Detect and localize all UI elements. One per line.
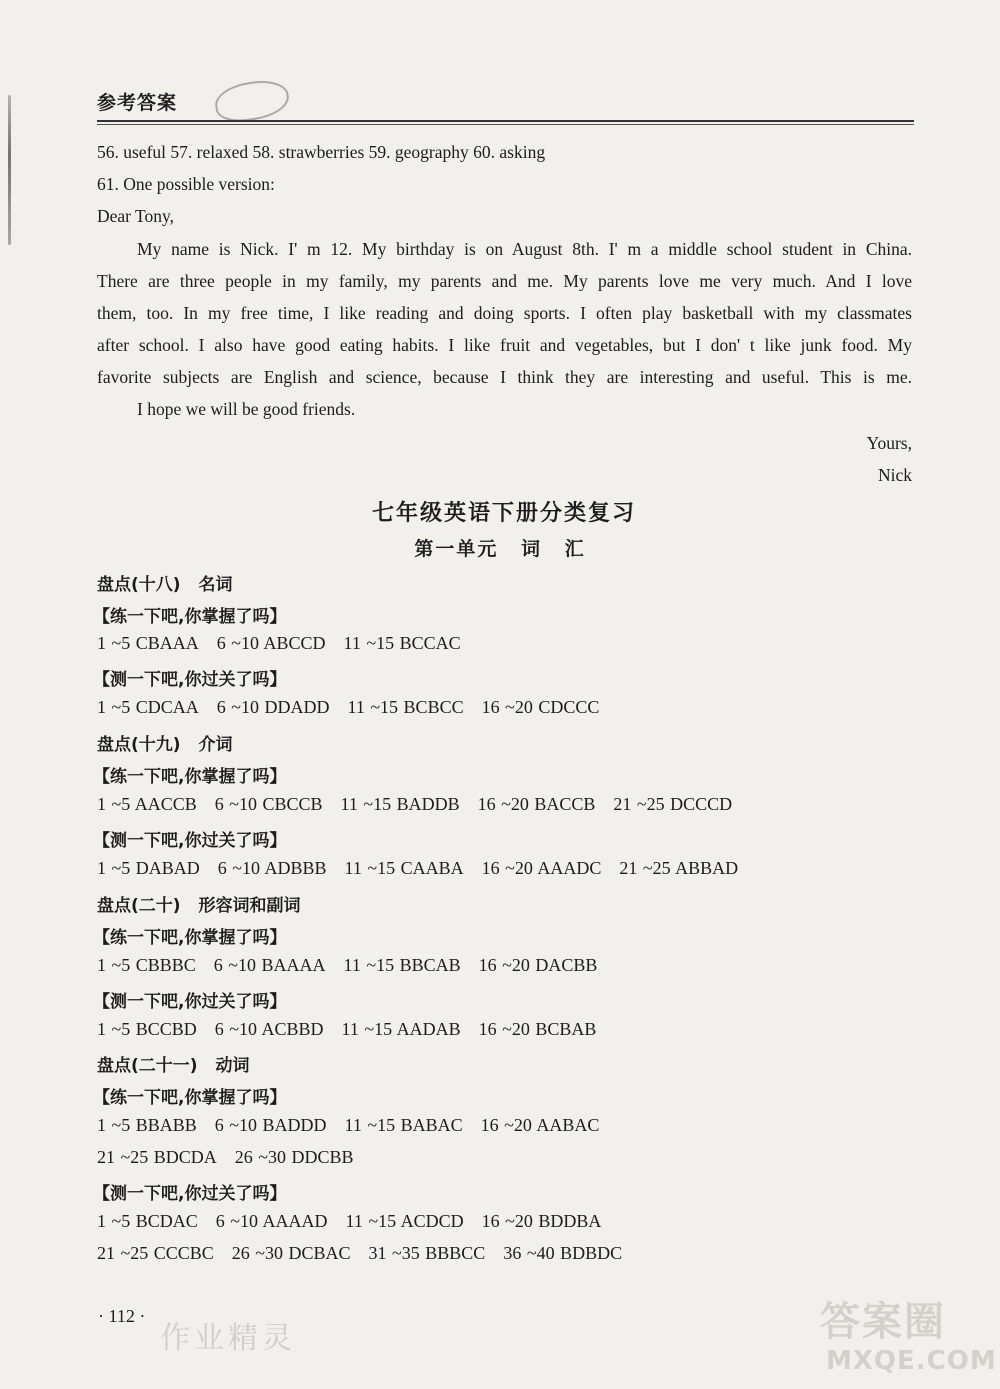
answer-range: 21 ~25 DCCCD [613,794,733,814]
essay-signoff: Yours, [866,433,912,453]
answer-range: 11 ~15 AADAB [341,1019,461,1039]
answer-range: 16 ~20 AABAC [480,1115,600,1135]
essay-closing-line: I hope we will be good friends. [137,399,356,419]
unit-title: 第一单元 词 汇 [414,538,586,560]
answer-range: 1 ~5 CDCAA [97,697,199,717]
answer-range: 6 ~10 BADDD [214,1115,327,1135]
test-label: 【测一下吧,你过关了吗】 [93,670,287,690]
answer-range: 16 ~20 BACCB [477,794,596,814]
answer-row [97,697,617,718]
answer-range: 21 ~25 ABBAD [619,858,739,878]
answer-range: 16 ~20 CDCCC [481,697,600,717]
group-number: 盘点(十九) [97,735,181,755]
header-decoration [213,77,292,125]
answer-range: 1 ~5 BCDAC [97,1211,198,1231]
answer-range: 1 ~5 CBBBC [97,955,196,975]
group-number: 盘点(十八) [97,575,181,595]
answer-range: 6 ~10 ACBBD [214,1019,324,1039]
test-label: 【测一下吧,你过关了吗】 [93,831,287,851]
answer-range: 6 ~10 ADBBB [217,858,327,878]
answer-row [97,1211,619,1232]
practice-label: 【练一下吧,你掌握了吗】 [93,1088,287,1108]
answer-range: 6 ~10 DDADD [216,697,330,717]
answers-56-60: 56. useful 57. relaxed 58. strawberries 59. geography 60. asking [97,142,546,162]
essay-line-1: My name is Nick. I' m 12. My birthday is on August 8th. I' m a middle school student in China. [137,239,912,259]
answer-row [97,1147,372,1168]
answer-row [97,794,750,815]
answer-range: 11 ~15 ACDCD [345,1211,464,1231]
group-heading [97,570,233,595]
group-category: 动词 [215,1056,250,1076]
answer-row [97,955,615,976]
answer-range: 16 ~20 DACBB [478,955,598,975]
group-number: 盘点(二十一) [97,1056,198,1076]
answer-range: 11 ~15 BCCAC [343,633,461,653]
answer-range: 11 ~15 BADDB [340,794,460,814]
test-label: 【测一下吧,你过关了吗】 [93,1184,287,1204]
essay-intro: 61. One possible version: [97,174,275,194]
answer-range: 6 ~10 BAAAA [213,955,326,975]
answer-range: 31 ~35 BBBCC [368,1243,486,1263]
answer-row [97,633,479,654]
answer-range: 1 ~5 AACCB [97,794,197,814]
watermark-url: MXQE.COM [826,1346,997,1376]
header-rule-thin [97,124,914,125]
header-title: 参考答案 [97,92,178,114]
answer-range: 1 ~5 DABAD [97,858,200,878]
answer-range: 1 ~5 BBABB [97,1115,197,1135]
essay-line-5: favorite subjects are English and science, because I think they are interesting and useful. This is me. [97,367,912,387]
group-category: 介词 [198,735,233,755]
group-heading [97,891,301,916]
essay-signature: Nick [877,465,912,485]
answer-row [97,1115,617,1136]
answer-range: 26 ~30 DDCBB [234,1147,354,1167]
group-category: 形容词和副词 [198,896,301,916]
answer-range: 11 ~15 CAABA [344,858,464,878]
essay-line-2: There are three people in my family, my parents and me. My parents love me very much. And I love [97,271,912,291]
essay-line-4: after school. I also have good eating habits. I like fruit and vegetables, but I don' t like junk food. My [97,335,912,355]
practice-label: 【练一下吧,你掌握了吗】 [93,928,287,948]
answer-row [97,1019,614,1040]
watermark-left: 作业精灵 [160,1321,296,1356]
answer-range: 6 ~10 ABCCD [216,633,326,653]
group-heading [97,1051,250,1076]
header-rule [97,120,914,122]
answer-range: 11 ~15 BCBCC [347,697,464,717]
group-number: 盘点(二十) [97,896,181,916]
page-number: · 112 · [98,1306,146,1326]
essay-line-3: them, too. In my free time, I like reading and doing sports. I often play basketball with my classmates [97,303,912,323]
answer-range: 21 ~25 BDCDA [97,1147,217,1167]
answer-range: 16 ~20 BDDBA [481,1211,602,1231]
answer-range: 21 ~25 CCCBC [97,1243,214,1263]
answer-range: 6 ~10 AAAAD [215,1211,328,1231]
answer-range: 6 ~10 CBCCB [214,794,323,814]
answer-range: 16 ~20 BCBAB [478,1019,597,1039]
practice-label: 【练一下吧,你掌握了吗】 [93,607,287,627]
practice-label: 【练一下吧,你掌握了吗】 [93,767,287,787]
answer-range: 11 ~15 BBCAB [343,955,461,975]
answer-range: 1 ~5 CBAAA [97,633,199,653]
watermark-logo: 答案圈 [820,1299,946,1345]
test-label: 【测一下吧,你过关了吗】 [93,992,287,1012]
group-heading [97,730,233,755]
page-header [97,82,914,126]
answer-row [97,858,756,879]
group-category: 名词 [198,575,233,595]
answer-row [97,1243,640,1264]
section-title: 七年级英语下册分类复习 [371,501,636,526]
essay-greeting: Dear Tony, [97,206,175,226]
answer-range: 16 ~20 AAADC [481,858,602,878]
answer-range: 1 ~5 BCCBD [97,1019,197,1039]
answer-range: 11 ~15 BABAC [344,1115,463,1135]
binding-edge [8,95,11,245]
answer-range: 36 ~40 BDBDC [503,1243,623,1263]
answer-range: 26 ~30 DCBAC [231,1243,351,1263]
